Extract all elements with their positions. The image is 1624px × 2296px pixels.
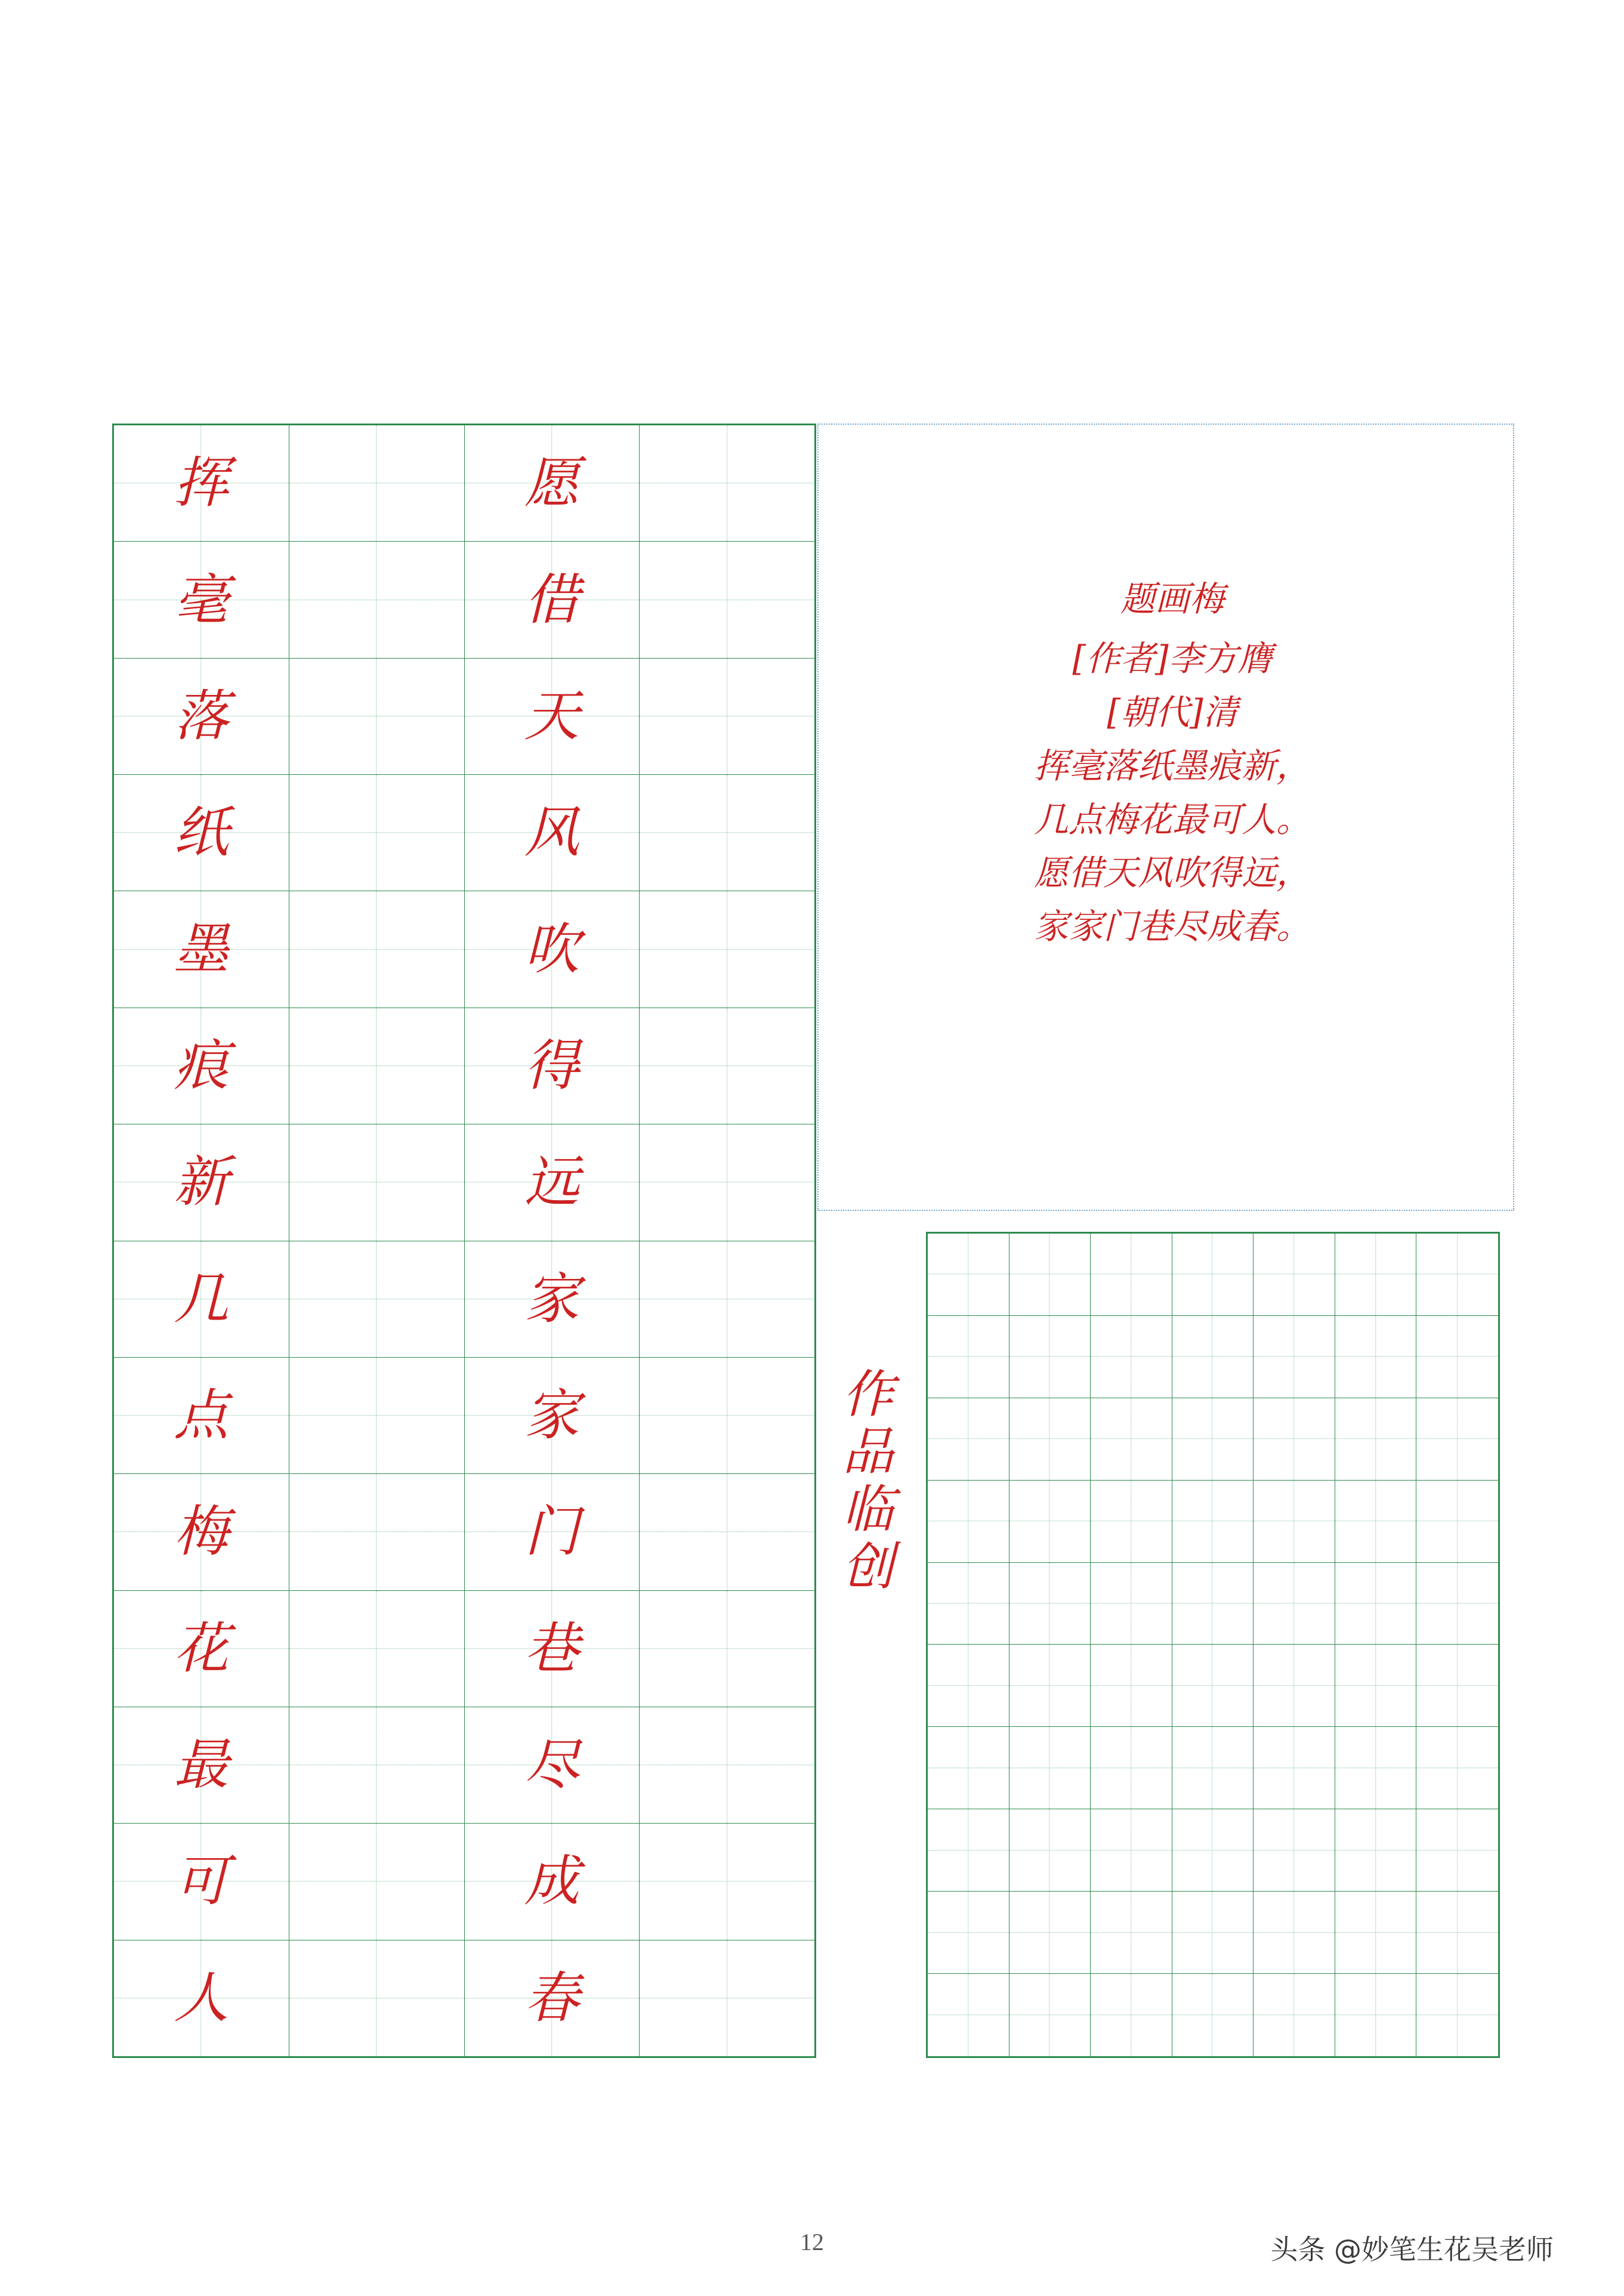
section-label-char-1: 作 [842,1365,894,1424]
grid-cell [1172,1234,1254,1316]
cell-horizontal-guide [1335,1767,1416,1768]
cell-horizontal-guide [928,1932,1009,1933]
poem-line-3: 愿借天风吹得远， [1033,852,1311,894]
grid-cell [1253,1645,1335,1727]
cell-horizontal-guide [289,1648,464,1649]
grid-cell [1253,1892,1335,1974]
cell-horizontal-guide [1253,2014,1335,2015]
grid-cell [1009,1398,1091,1481]
grid-cell [640,542,814,658]
practice-character: 远 [524,1150,579,1215]
cell-horizontal-guide [1009,1767,1091,1768]
grid-cell [1335,1974,1417,2056]
grid-cell [640,659,814,775]
grid-cell [1172,1892,1254,1974]
grid-cell [289,1474,464,1590]
grid-cell [114,891,289,1008]
grid-cell [1253,1234,1335,1316]
grid-cell [465,1824,640,1940]
cell-horizontal-guide [1253,1685,1335,1686]
cell-horizontal-guide [1009,1438,1091,1439]
grid-cell [928,1398,1009,1481]
grid-cell [640,1707,814,1824]
grid-cell [1091,1481,1172,1563]
cell-horizontal-guide [1172,1932,1253,1933]
grid-cell [928,1892,1009,1974]
cell-horizontal-guide [1009,1685,1091,1686]
poem-line-2: 几点梅花最可人。 [1033,799,1311,840]
cell-horizontal-guide [1416,1438,1498,1439]
cell-horizontal-guide [1253,1767,1335,1768]
grid-cell [1253,1974,1335,2056]
cell-horizontal-guide [1335,1932,1416,1933]
practice-character: 春 [524,1966,579,2030]
grid-cell [465,1707,640,1824]
grid-cell [928,1316,1009,1398]
cell-horizontal-guide [1091,1932,1172,1933]
grid-cell [640,1358,814,1474]
grid-cell [640,775,814,891]
grid-cell [928,1481,1009,1563]
grid-cell [1253,1727,1335,1809]
practice-character: 毫 [174,567,229,632]
poem-title: 题画梅 [1120,579,1224,619]
cell-horizontal-guide [1091,1767,1172,1768]
cell-horizontal-guide [1335,1438,1416,1439]
practice-character: 几 [174,1266,229,1331]
cell-horizontal-guide [289,1065,464,1066]
grid-cell [1091,1234,1172,1316]
grid-cell [1335,1398,1417,1481]
cell-horizontal-guide [640,1182,814,1183]
cell-horizontal-guide [1416,1274,1498,1275]
grid-cell [1416,1974,1498,2056]
cell-horizontal-guide [1335,2014,1416,2015]
grid-cell [640,425,814,542]
cell-horizontal-guide [289,1182,464,1183]
grid-cell [465,425,640,542]
practice-character: 可 [174,1849,229,1914]
grid-cell [465,775,640,891]
grid-cell [465,1474,640,1590]
grid-cell [114,1591,289,1707]
grid-cell [465,1358,640,1474]
cell-horizontal-guide [1009,1932,1091,1933]
practice-character: 尽 [524,1733,579,1797]
cell-horizontal-guide [1091,1356,1172,1357]
practice-character: 巷 [524,1616,579,1680]
grid-cell [114,1008,289,1124]
practice-character: 人 [174,1966,229,2030]
cell-horizontal-guide [1253,1438,1335,1439]
practice-character: 花 [174,1616,229,1680]
cell-horizontal-guide [1172,1274,1253,1275]
cell-horizontal-guide [1253,1932,1335,1933]
grid-cell [1091,1974,1172,2056]
grid-cell [1009,1234,1091,1316]
cell-horizontal-guide [1416,1932,1498,1933]
grid-cell [640,1591,814,1707]
grid-cell [640,1474,814,1590]
grid-cell [1416,1809,1498,1892]
grid-cell [1335,1481,1417,1563]
grid-cell [465,1940,640,2056]
cell-horizontal-guide [640,1415,814,1416]
cell-horizontal-guide [640,949,814,950]
cell-horizontal-guide [289,1415,464,1416]
cell-horizontal-guide [640,1065,814,1066]
grid-cell [928,1727,1009,1809]
writing-column-4 [640,425,814,2056]
grid-cell [114,1358,289,1474]
practice-character: 风 [524,801,579,865]
grid-cell [1172,1645,1254,1727]
cell-horizontal-guide [928,1685,1009,1686]
grid-cell [465,1241,640,1358]
poem-line-4: 家家门巷尽成春。 [1033,906,1311,947]
grid-cell [114,542,289,658]
practice-character: 点 [174,1383,229,1448]
practice-character: 家 [524,1266,579,1331]
cell-horizontal-guide [928,1438,1009,1439]
grid-cell [928,1563,1009,1645]
grid-cell [1172,1563,1254,1645]
grid-cell [1009,1563,1091,1645]
grid-cell [465,659,640,775]
cell-horizontal-guide [928,2014,1009,2015]
grid-cell [289,775,464,891]
grid-cell [640,1241,814,1358]
blank-practice-grid [926,1232,1500,2058]
practice-character: 落 [174,684,229,748]
poem-reference-text [877,573,1468,954]
grid-cell [640,1940,814,2056]
grid-cell [1253,1398,1335,1481]
cell-horizontal-guide [1416,1767,1498,1768]
grid-cell [289,1940,464,2056]
grid-cell [289,425,464,542]
grid-cell [1172,1974,1254,2056]
grid-cell [289,1707,464,1824]
grid-cell [1091,1809,1172,1892]
grid-cell [1253,1316,1335,1398]
grid-cell [1172,1727,1254,1809]
grid-cell [289,1124,464,1241]
grid-cell [1172,1809,1254,1892]
watermark: 头条 @妙笔生花吴老师 [1270,2233,1554,2266]
practice-character: 吹 [524,917,579,981]
section-label-char-2: 品 [842,1422,894,1482]
practice-character: 挥 [174,451,229,515]
poem-dynasty: [朝代]清 [1107,691,1238,733]
practice-character: 得 [524,1033,579,1098]
grid-cell [1009,1481,1091,1563]
cell-horizontal-guide [1172,1438,1253,1439]
grid-cell [640,1008,814,1124]
grid-cell [114,1474,289,1590]
writing-column-1 [114,425,289,2056]
grid-cell [928,1234,1009,1316]
grid-cell [1091,1563,1172,1645]
grid-cell [114,659,289,775]
grid-cell [1091,1316,1172,1398]
cell-horizontal-guide [928,1356,1009,1357]
cell-horizontal-guide [1091,1274,1172,1275]
section-label-char-3: 临 [842,1479,894,1540]
grid-cell [1335,1645,1417,1727]
section-label-char-4: 创 [842,1537,894,1597]
grid-cell [465,1124,640,1241]
grid-cell [289,542,464,658]
cell-horizontal-guide [1091,1685,1172,1686]
grid-cell [1335,1316,1417,1398]
page-number: 12 [800,2229,824,2255]
practice-character: 成 [524,1849,579,1914]
grid-cell [114,1124,289,1241]
cell-horizontal-guide [1172,1356,1253,1357]
grid-cell [1091,1892,1172,1974]
practice-character: 纸 [174,801,229,865]
cell-horizontal-guide [1416,1356,1498,1357]
grid-cell [289,1008,464,1124]
grid-cell [1416,1398,1498,1481]
cell-horizontal-guide [1172,1767,1253,1768]
grid-cell [465,542,640,658]
grid-cell [1091,1645,1172,1727]
grid-cell [928,1974,1009,2056]
grid-cell [1253,1809,1335,1892]
grid-cell [289,891,464,1008]
grid-cell [1091,1398,1172,1481]
cell-horizontal-guide [1253,1356,1335,1357]
grid-cell [1009,1809,1091,1892]
grid-cell [928,1645,1009,1727]
practice-character: 家 [524,1383,579,1448]
cell-horizontal-guide [1172,2014,1253,2015]
cell-horizontal-guide [928,1767,1009,1768]
writing-practice-panel [112,424,816,2058]
grid-cell [1416,1563,1498,1645]
grid-cell [1416,1316,1498,1398]
practice-character: 新 [174,1150,229,1215]
grid-cell [114,1241,289,1358]
grid-cell [465,1591,640,1707]
grid-cell [1172,1316,1254,1398]
grid-cell [289,1824,464,1940]
cell-horizontal-guide [640,1881,814,1882]
grid-cell [114,425,289,542]
grid-cell [1009,1645,1091,1727]
grid-cell [1335,1563,1417,1645]
poem-line-1: 挥毫落纸墨痕新， [1033,745,1311,786]
grid-cell [114,775,289,891]
grid-cell [289,1358,464,1474]
grid-cell [465,1008,640,1124]
grid-cell [1009,1892,1091,1974]
grid-cell [1172,1398,1254,1481]
grid-cell [640,1824,814,1940]
cell-horizontal-guide [1009,2014,1091,2015]
grid-cell [289,659,464,775]
grid-cell [1009,1727,1091,1809]
writing-column-3 [465,425,640,2056]
cell-horizontal-guide [289,949,464,950]
grid-cell [1253,1563,1335,1645]
practice-character: 最 [174,1733,229,1797]
grid-cell [1416,1727,1498,1809]
cell-horizontal-guide [1416,1685,1498,1686]
grid-cell [114,1824,289,1940]
grid-cell [1253,1481,1335,1563]
cell-horizontal-guide [1335,1356,1416,1357]
grid-cell [1416,1234,1498,1316]
practice-character: 梅 [174,1500,229,1564]
poem-author: [作者]李方膺 [1072,638,1273,679]
grid-cell [1335,1809,1417,1892]
writing-column-2 [289,425,465,2056]
practice-character: 门 [524,1500,579,1564]
cell-horizontal-guide [1091,2014,1172,2015]
grid-cell [1009,1316,1091,1398]
cell-horizontal-guide [1091,1438,1172,1439]
grid-cell [1416,1481,1498,1563]
practice-character: 愿 [524,451,579,515]
grid-cell [1335,1234,1417,1316]
practice-character: 墨 [174,917,229,981]
cell-horizontal-guide [1335,1274,1416,1275]
grid-cell [1172,1481,1254,1563]
practice-character: 痕 [174,1033,229,1098]
cell-horizontal-guide [1009,1356,1091,1357]
grid-cell [640,1124,814,1241]
grid-cell [289,1241,464,1358]
grid-cell [114,1940,289,2056]
cell-horizontal-guide [1172,1685,1253,1686]
grid-cell [1009,1974,1091,2056]
grid-cell [1335,1727,1417,1809]
cell-horizontal-guide [289,1881,464,1882]
cell-horizontal-guide [1416,2014,1498,2015]
grid-cell [1416,1892,1498,1974]
grid-cell [928,1809,1009,1892]
cell-horizontal-guide [1335,1685,1416,1686]
section-label-vertical [832,1366,904,1596]
grid-cell [1091,1727,1172,1809]
grid-cell [465,891,640,1008]
cell-horizontal-guide [640,1648,814,1649]
cell-horizontal-guide [1009,1274,1091,1275]
grid-cell [1335,1892,1417,1974]
grid-cell [640,891,814,1008]
grid-cell [1416,1645,1498,1727]
practice-character: 天 [524,684,579,748]
cell-horizontal-guide [928,1274,1009,1275]
grid-cell [114,1707,289,1824]
practice-character: 借 [524,567,579,632]
cell-horizontal-guide [1253,1274,1335,1275]
grid-cell [289,1591,464,1707]
